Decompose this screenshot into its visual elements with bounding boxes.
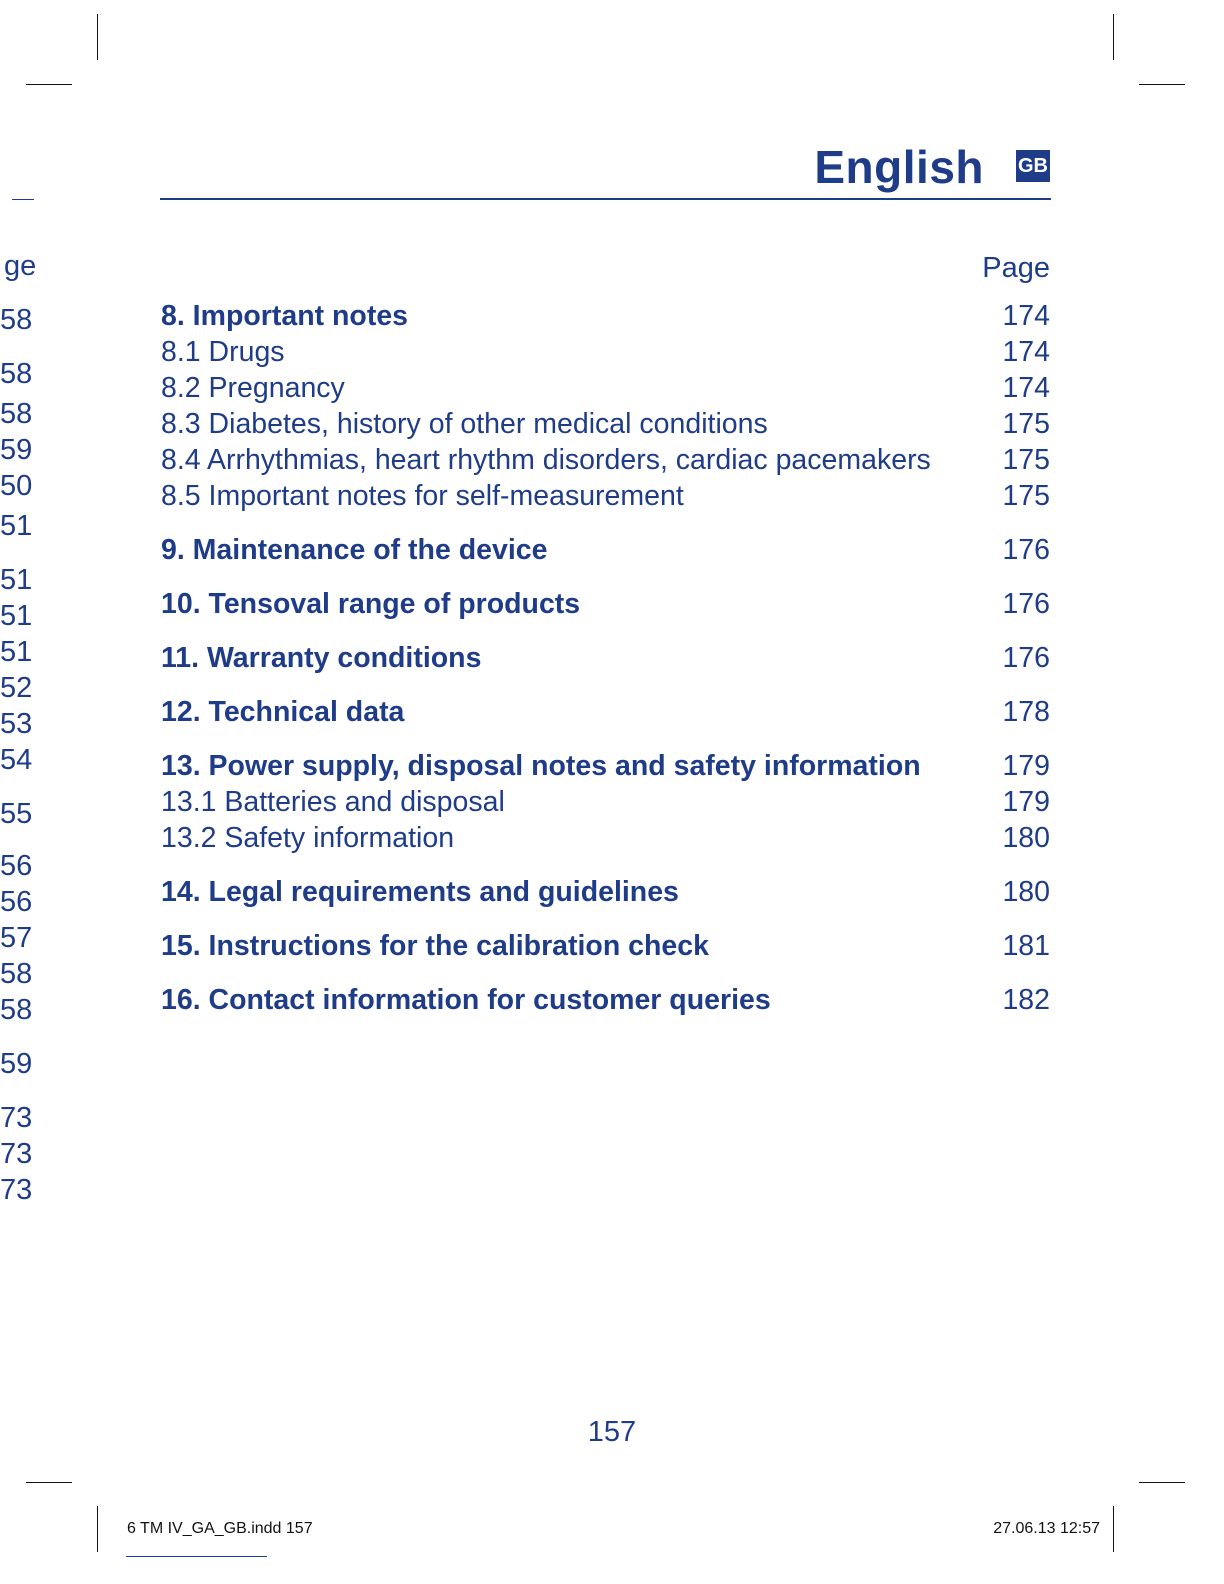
slug-datetime: 27.06.13 12:57 (993, 1520, 1100, 1537)
toc-entry[interactable] (161, 408, 1050, 444)
bleed-text: 73 (0, 1102, 33, 1134)
bleed-text: 58 (0, 304, 33, 336)
toc-entry[interactable] (161, 876, 1050, 912)
toc-entry-title: 8.1 Drugs (161, 336, 285, 368)
toc-entry-page: 181 (1002, 930, 1050, 962)
toc-entry-title: 13.2 Safety information (161, 822, 455, 854)
bleed-text: 56 (0, 886, 33, 918)
slug-file-info: 6 TM IV_GA_GB.indd 157 (127, 1520, 313, 1537)
crop-mark (26, 84, 72, 85)
toc-entry[interactable] (161, 480, 1050, 516)
toc-entry-title: 8.3 Diabetes, history of other medical conditions (161, 408, 768, 440)
toc-entry-page: 176 (1002, 642, 1050, 674)
bleed-text: 58 (0, 994, 33, 1026)
bleed-text: 58 (0, 958, 33, 990)
toc-entry-page: 175 (1002, 480, 1050, 512)
toc-entry-page: 179 (1002, 786, 1050, 818)
toc-entry[interactable] (161, 984, 1050, 1020)
toc-entry-page: 180 (1002, 822, 1050, 854)
header-divider (160, 198, 1051, 200)
bleed-text: 59 (0, 434, 33, 466)
toc-entry[interactable] (161, 750, 1050, 786)
toc-entry-page: 178 (1002, 696, 1050, 728)
toc-entry-page: 174 (1002, 336, 1050, 368)
facing-page-bleed (0, 250, 38, 1210)
page-title: English (814, 141, 984, 193)
toc-entry[interactable] (161, 642, 1050, 678)
crop-mark (1139, 1482, 1185, 1483)
page-column-label: Page (982, 252, 1050, 284)
toc-entry-page: 180 (1002, 876, 1050, 908)
bleed-text: 57 (0, 922, 33, 954)
toc-entry-page: 179 (1002, 750, 1050, 782)
bleed-text: 58 (0, 398, 33, 430)
bleed-text: 51 (0, 510, 33, 542)
language-badge: GB (1016, 150, 1050, 182)
bleed-text: 59 (0, 1048, 33, 1080)
toc-entry-title: 8.2 Pregnancy (161, 372, 345, 404)
bleed-text: 51 (0, 600, 33, 632)
bleed-text: 73 (0, 1174, 33, 1206)
bleed-text: 51 (0, 636, 33, 668)
toc-entry-title: 8.5 Important notes for self-measurement (161, 480, 684, 512)
toc-entry-page: 175 (1002, 444, 1050, 476)
toc-entry-title: 10. Tensoval range of products (161, 588, 581, 620)
toc-entry-page: 174 (1002, 372, 1050, 404)
toc-entry[interactable] (161, 822, 1050, 858)
bleed-text: 58 (0, 358, 33, 390)
crop-mark (1113, 1506, 1114, 1552)
toc-entry-page: 176 (1002, 534, 1050, 566)
bleed-text: 54 (0, 744, 33, 776)
crop-mark (12, 199, 34, 200)
toc-entry-title: 13.1 Batteries and disposal (161, 786, 505, 818)
bleed-text: 50 (0, 470, 33, 502)
bleed-text: 55 (0, 798, 33, 830)
toc-entry[interactable] (161, 444, 1050, 480)
toc-entry[interactable] (161, 300, 1050, 336)
crop-mark (1139, 84, 1185, 85)
toc-entry-title: 12. Technical data (161, 696, 405, 728)
page-number: 157 (587, 1416, 637, 1448)
table-of-contents (161, 300, 1050, 1020)
toc-entry-title: 9. Maintenance of the device (161, 534, 548, 566)
toc-entry[interactable] (161, 696, 1050, 732)
bleed-text: 51 (0, 564, 33, 596)
toc-entry-title: 15. Instructions for the calibration check (161, 930, 709, 962)
toc-entry-title: 8.4 Arrhythmias, heart rhythm disorders, cardiac pacemakers (161, 444, 931, 476)
toc-entry-title: 16. Contact information for customer queries (161, 984, 771, 1016)
bleed-text: 56 (0, 850, 33, 882)
toc-entry[interactable] (161, 534, 1050, 570)
bleed-text: ge (4, 250, 37, 282)
crop-mark (97, 14, 98, 60)
toc-entry-page: 182 (1002, 984, 1050, 1016)
toc-entry[interactable] (161, 336, 1050, 372)
toc-entry[interactable] (161, 930, 1050, 966)
toc-entry[interactable] (161, 372, 1050, 408)
toc-entry[interactable] (161, 588, 1050, 624)
toc-entry-page: 176 (1002, 588, 1050, 620)
toc-entry-page: 174 (1002, 300, 1050, 332)
toc-entry-page: 175 (1002, 408, 1050, 440)
bleed-text: 73 (0, 1138, 33, 1170)
slug-divider (126, 1556, 267, 1557)
crop-mark (1113, 14, 1114, 60)
toc-entry-title: 14. Legal requirements and guidelines (161, 876, 679, 908)
bleed-text: 53 (0, 708, 33, 740)
toc-entry[interactable] (161, 786, 1050, 822)
bleed-text: 52 (0, 672, 33, 704)
toc-entry-title: 11. Warranty conditions (161, 642, 482, 674)
toc-entry-title: 13. Power supply, disposal notes and safety information (161, 750, 921, 782)
crop-mark (97, 1506, 98, 1552)
toc-entry-title: 8. Important notes (161, 300, 409, 332)
crop-mark (26, 1482, 72, 1483)
